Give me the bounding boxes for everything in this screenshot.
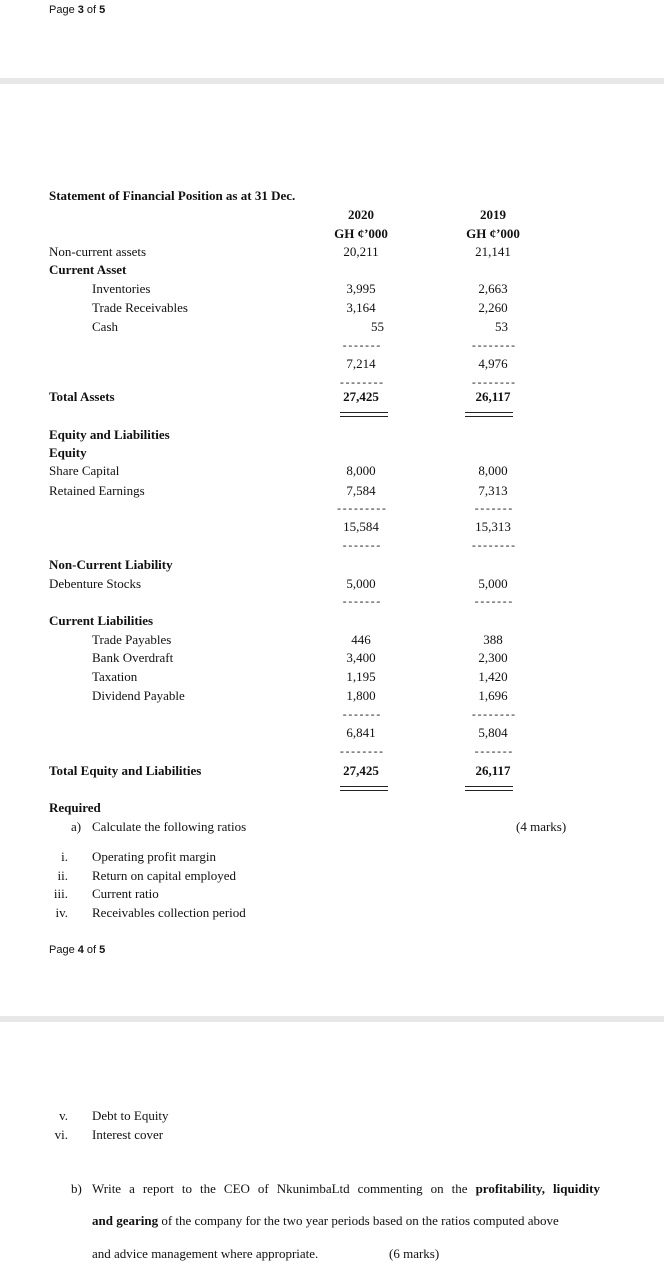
double-underline	[340, 786, 388, 791]
value-2019: 1,696	[478, 688, 508, 703]
row-label-trade-payables: Trade Payables	[92, 632, 172, 647]
value-2020: 3,995	[346, 281, 376, 296]
ratio-numeral: iii.	[53, 886, 68, 901]
value-2019: 5,000	[478, 576, 508, 591]
unit-2020-header: GH ¢’000	[334, 226, 388, 241]
subtotal-dashes: --------	[470, 378, 516, 390]
question-b-line-2: and gearing of the company for the two year periods based on the ratios computed above	[92, 1213, 559, 1228]
value-2019: 2,300	[478, 650, 508, 665]
subtotal-dashes: -------	[473, 597, 513, 609]
total-assets-2019: 26,117	[475, 389, 511, 404]
question-b-line-1: Write a report to the CEO of NkunimbaLtd commenting on the profitability, liquidity	[92, 1181, 600, 1196]
value-2020: 8,000	[346, 463, 376, 478]
value-2020: 55	[371, 319, 384, 334]
ratio-numeral: ii.	[57, 868, 68, 883]
ratio-numeral: vi.	[54, 1127, 68, 1142]
ratio-item: Return on capital employed	[92, 868, 237, 883]
current-asset-total-2020: 7,214	[346, 356, 376, 371]
total-eq-liab-2020: 27,425	[343, 763, 379, 778]
subtotal-dashes: -------	[473, 747, 513, 759]
subtotal-dashes: -------	[341, 341, 381, 353]
ratio-numeral: i.	[61, 849, 68, 864]
ratio-item: Current ratio	[92, 886, 159, 901]
current-asset-heading: Current Asset	[49, 262, 127, 277]
current-asset-total-2019: 4,976	[478, 356, 508, 371]
subtotal-dashes: --------	[338, 747, 384, 759]
cl-total-2020: 6,841	[346, 725, 376, 740]
value-2020: 20,211	[343, 244, 379, 259]
subtotal-dashes: -------	[341, 541, 381, 553]
ratio-numeral: v.	[59, 1108, 68, 1123]
question-b-marker: b)	[71, 1181, 82, 1196]
row-label-retained-earnings: Retained Earnings	[49, 483, 145, 498]
row-label-dividend-payable: Dividend Payable	[92, 688, 185, 703]
value-2019: 2,663	[478, 281, 508, 296]
question-a-text: Calculate the following ratios	[92, 819, 247, 834]
double-underline	[465, 412, 513, 417]
subtotal-dashes: --------	[470, 341, 516, 353]
row-label-cash: Cash	[92, 319, 118, 334]
ratio-numeral: iv.	[55, 905, 68, 920]
value-2020: 5,000	[346, 576, 376, 591]
ratio-item: Interest cover	[92, 1127, 164, 1142]
value-2020: 3,164	[346, 300, 376, 315]
double-underline	[340, 412, 388, 417]
row-label-bank-overdraft: Bank Overdraft	[92, 650, 174, 665]
equity-total-2019: 15,313	[475, 519, 511, 534]
ratio-item: Receivables collection period	[92, 905, 246, 920]
row-label-total-assets: Total Assets	[49, 389, 115, 404]
subtotal-dashes: -------	[341, 710, 381, 722]
value-2019: 53	[495, 319, 508, 334]
cl-total-2019: 5,804	[478, 725, 508, 740]
value-2019: 7,313	[478, 483, 508, 498]
row-label-total-eq-liab: Total Equity and Liabilities	[49, 763, 202, 778]
value-2019: 388	[483, 632, 503, 647]
row-label-non-current-assets: Non-current assets	[49, 244, 147, 259]
equity-liabilities-heading: Equity and Liabilities	[49, 427, 170, 442]
equity-heading: Equity	[49, 445, 87, 460]
page-separator	[0, 1016, 664, 1022]
row-label-share-capital: Share Capital	[49, 463, 120, 478]
subtotal-dashes: --------	[338, 378, 384, 390]
row-label-trade-receivables: Trade Receivables	[92, 300, 188, 315]
value-2019: 1,420	[478, 669, 508, 684]
year-2020-header: 2020	[348, 207, 374, 222]
required-heading: Required	[49, 800, 101, 815]
ratio-item: Debt to Equity	[92, 1108, 169, 1123]
question-a-marks: (4 marks)	[516, 819, 567, 834]
total-assets-2020: 27,425	[343, 389, 379, 404]
question-b-marks: (6 marks)	[389, 1246, 440, 1261]
value-2019: 2,260	[478, 300, 508, 315]
year-2019-header: 2019	[480, 207, 506, 222]
ratio-item: Operating profit margin	[92, 849, 216, 864]
value-2020: 1,800	[346, 688, 376, 703]
double-underline	[465, 786, 513, 791]
question-a-marker: a)	[71, 819, 82, 834]
subtotal-dashes: --------	[470, 541, 516, 553]
page-separator	[0, 78, 664, 84]
value-2020: 446	[351, 632, 371, 647]
value-2019: 21,141	[475, 244, 511, 259]
value-2019: 8,000	[478, 463, 508, 478]
page-4-label: Page 4 of 5	[49, 944, 106, 956]
row-label-debenture-stocks: Debenture Stocks	[49, 576, 142, 591]
equity-total-2020: 15,584	[343, 519, 379, 534]
subtotal-dashes: -------	[341, 597, 381, 609]
question-b-line-3: and advice management where appropriate.	[92, 1246, 319, 1261]
subtotal-dashes: ---------	[335, 504, 387, 516]
value-2020: 1,195	[346, 669, 376, 684]
statement-title: Statement of Financial Position as at 31 Dec.	[49, 188, 296, 203]
value-2020: 3,400	[346, 650, 376, 665]
total-eq-liab-2019: 26,117	[475, 763, 511, 778]
subtotal-dashes: --------	[470, 710, 516, 722]
value-2020: 7,584	[346, 483, 376, 498]
ncl-heading: Non-Current Liability	[49, 557, 173, 572]
row-label-inventories: Inventories	[92, 281, 151, 296]
subtotal-dashes: -------	[473, 504, 513, 516]
unit-2019-header: GH ¢’000	[466, 226, 520, 241]
row-label-taxation: Taxation	[92, 669, 138, 684]
page-3-label: Page 3 of 5	[49, 4, 106, 16]
cl-heading: Current Liabilities	[49, 613, 154, 628]
